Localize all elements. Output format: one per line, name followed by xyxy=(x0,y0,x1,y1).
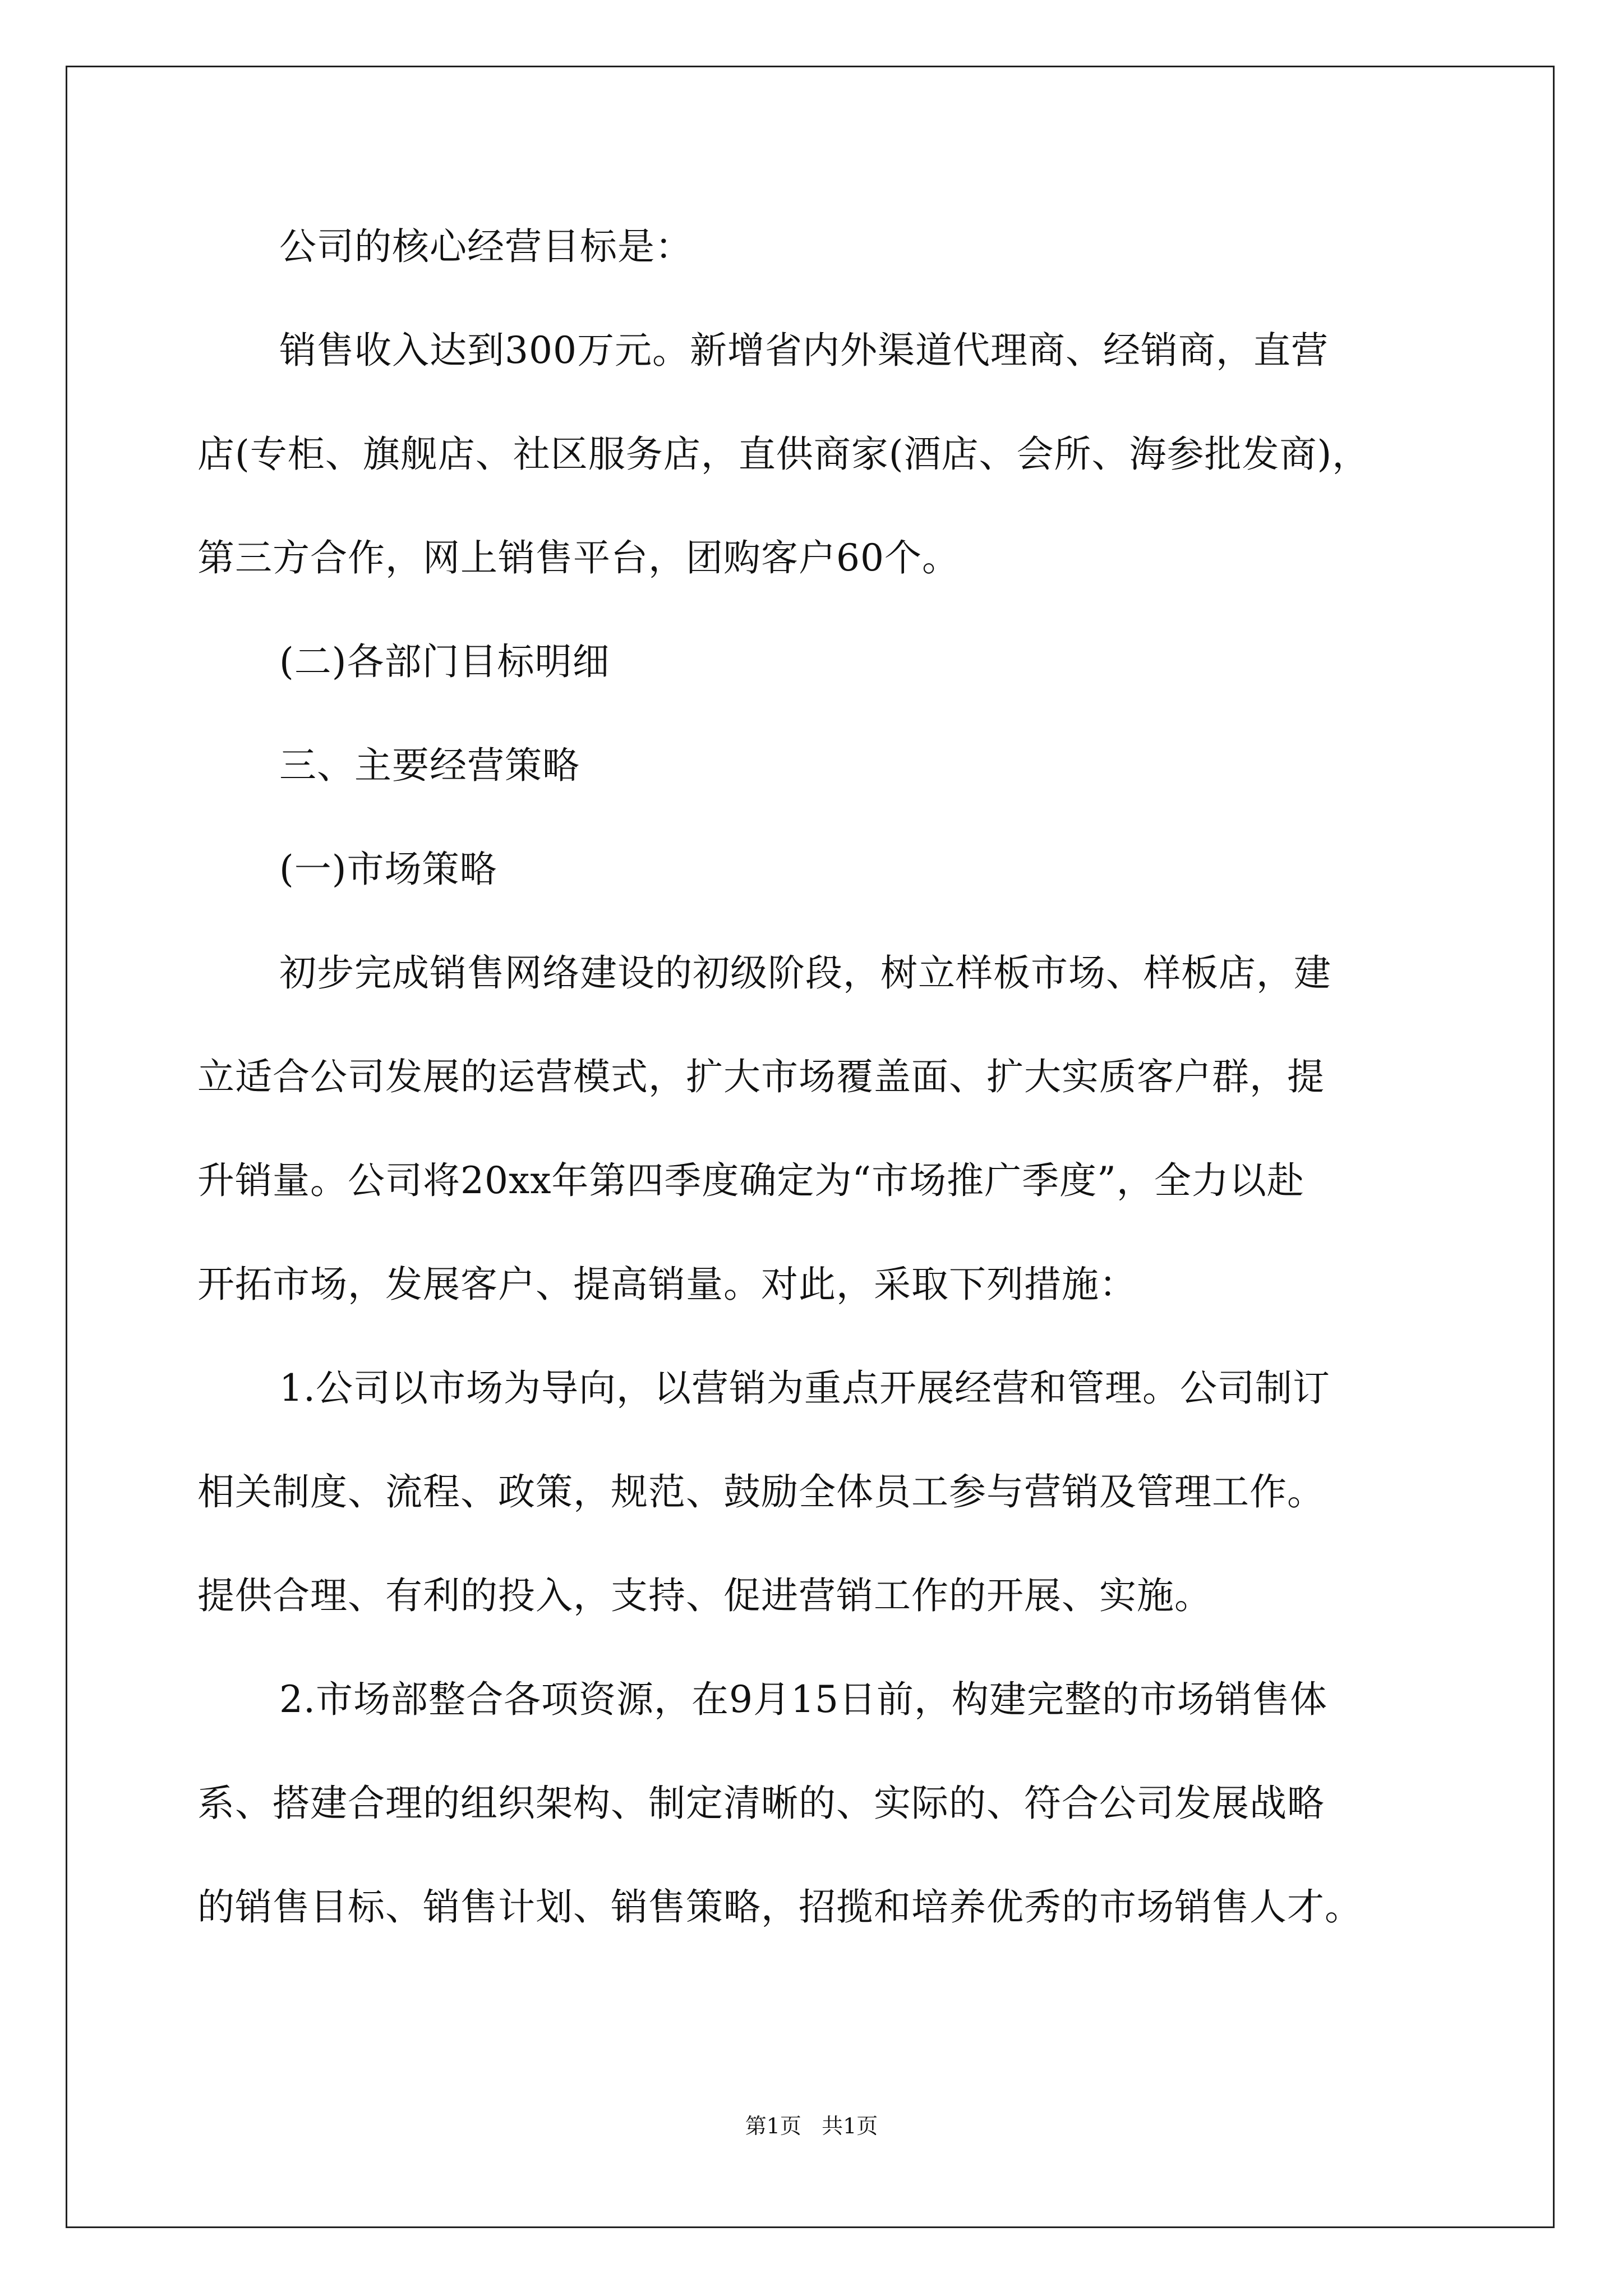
section-heading: (一)市场策略 xyxy=(279,848,497,891)
paragraph-line-9: 立适合公司发展的运营模式，扩大市场覆盖面、扩大实质客户群，提 xyxy=(197,1055,1325,1098)
paragraph-line-2: 销售收入达到300万元。新增省内外渠道代理商、经销商，直营 xyxy=(279,329,1329,372)
page-footer xyxy=(0,2112,1623,2140)
paragraph-line-4: 第三方合作，网上销售平台，团购客户60个。 xyxy=(197,536,960,579)
paragraph-line-15: 2.市场部整合各项资源，在9月15日前，构建完整的市场销售体 xyxy=(279,1678,1327,1721)
paragraph-line-10: 升销量。公司将20xx年第四季度确定为“市场推广季度”，全力以赴 xyxy=(197,1159,1304,1202)
paragraph-line-8: 初步完成销售网络建设的初级阶段，树立样板市场、样板店，建 xyxy=(279,951,1331,995)
paragraph-line-3: 店(专柜、旗舰店、社区服务店，直供商家(酒店、会所、海参批发商)， xyxy=(197,432,1370,476)
section-heading: 三、主要经营策略 xyxy=(279,744,580,787)
paragraph-line-14: 提供合理、有利的投入，支持、促进营销工作的开展、实施。 xyxy=(197,1574,1212,1617)
paragraph-line-1: 公司的核心经营目标是： xyxy=(279,225,693,268)
paragraph-line-12: 1.公司以市场为导向，以营销为重点开展经营和管理。公司制订 xyxy=(279,1366,1330,1410)
page-number: 第1页 共1页 xyxy=(745,2114,878,2138)
paragraph-line-17: 的销售目标、销售计划、销售策略，招揽和培养优秀的市场销售人才。 xyxy=(197,1885,1362,1929)
paragraph-line-11: 开拓市场，发展客户、提高销量。对此，采取下列措施： xyxy=(197,1263,1137,1306)
paragraph-line-13: 相关制度、流程、政策，规范、鼓励全体员工参与营销及管理工作。 xyxy=(197,1470,1325,1513)
paragraph-line-16: 系、搭建合理的组织架构、制定清晰的、实际的、符合公司发展战略 xyxy=(197,1782,1325,1825)
section-heading: (二)各部门目标明细 xyxy=(279,640,610,683)
